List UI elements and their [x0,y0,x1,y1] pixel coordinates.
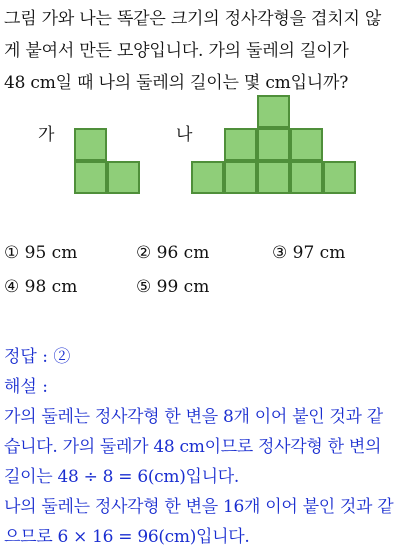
square [74,161,107,194]
figure-label-na: 나 [176,125,193,145]
explanation-label: 해설 : [4,377,48,397]
square [257,95,290,128]
question-line-2: 게 붙여서 만든 모양입니다. 가의 둘레의 길이가 [4,41,349,61]
square [257,128,290,161]
solution-line-1: 가의 둘레는 정사각형 한 변을 8개 이어 붙인 것과 같 [4,407,383,427]
square [224,128,257,161]
choice-3: ③ 97 cm [272,243,346,263]
choice-4: ④ 98 cm [4,277,78,297]
square [257,161,290,194]
square [323,161,356,194]
question-line-3: 48 cm일 때 나의 둘레의 길이는 몇 cm입니까? [4,73,349,93]
answer-label: 정답 : ② [4,347,71,367]
solution-line-3: 길이는 48 ÷ 8 = 6(cm)입니다. [4,467,240,487]
square [74,128,107,161]
choice-5: ⑤ 99 cm [136,277,210,297]
question-line-1: 그림 가와 나는 똑같은 크기의 정사각형을 겹치지 않 [4,9,382,29]
choice-2: ② 96 cm [136,243,210,263]
square [224,161,257,194]
figure-label-ga: 가 [38,125,55,145]
solution-line-2: 습니다. 가의 둘레가 48 cm이므로 정사각형 한 변의 [4,437,382,457]
square [290,161,323,194]
choice-1: ① 95 cm [4,243,78,263]
square [290,128,323,161]
square [107,161,140,194]
square [191,161,224,194]
solution-line-5: 으므로 6 × 16 = 96(cm)입니다. [4,527,250,547]
solution-line-4: 나의 둘레는 정사각형 한 변을 16개 이어 붙인 것과 같 [4,497,394,517]
